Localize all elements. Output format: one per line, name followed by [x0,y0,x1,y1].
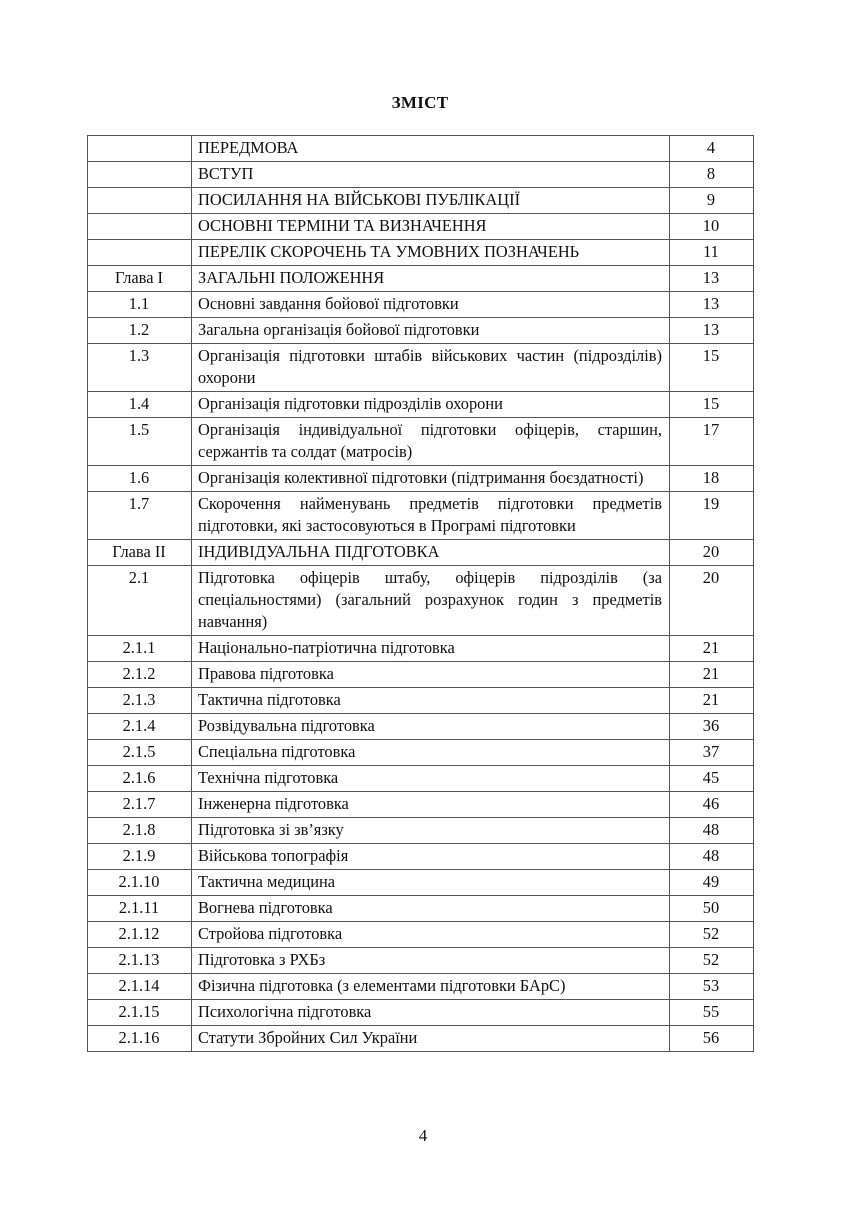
toc-section-title: ІНДИВІДУАЛЬНА ПІДГОТОВКА [192,540,670,566]
toc-page-number: 50 [670,896,754,922]
toc-section-title: Організація підготовки штабів військових частин (підрозділів) охорони [192,344,670,392]
toc-section-title: Розвідувальна підготовка [192,714,670,740]
toc-section-title: Підготовка з РХБз [192,948,670,974]
toc-row [88,540,754,566]
toc-row [88,136,754,162]
toc-row [88,492,754,540]
table-of-contents [87,135,754,1052]
toc-section-number: 1.2 [88,318,192,344]
toc-section-number: 1.3 [88,344,192,392]
toc-page-number: 17 [670,418,754,466]
toc-section-number: 2.1.5 [88,740,192,766]
toc-section-title: Психологічна підготовка [192,1000,670,1026]
toc-section-number: 2.1.6 [88,766,192,792]
toc-page-number: 4 [670,136,754,162]
toc-section-number: 2.1.15 [88,1000,192,1026]
toc-section-number: 2.1.12 [88,922,192,948]
toc-row [88,922,754,948]
toc-page-number: 21 [670,636,754,662]
toc-body [88,136,754,1052]
toc-section-number: 1.1 [88,292,192,318]
page-number: 4 [418,1126,428,1145]
toc-section-number: 1.7 [88,492,192,540]
toc-row [88,714,754,740]
toc-row [88,418,754,466]
toc-page-number: 21 [670,662,754,688]
toc-row [88,662,754,688]
toc-section-title: ОСНОВНІ ТЕРМІНИ ТА ВИЗНАЧЕННЯ [192,214,670,240]
toc-page-number: 8 [670,162,754,188]
toc-section-number: 2.1.2 [88,662,192,688]
toc-section-number [88,162,192,188]
toc-section-number [88,136,192,162]
toc-page-number: 48 [670,818,754,844]
toc-section-number: 2.1.3 [88,688,192,714]
toc-section-number: 2.1.7 [88,792,192,818]
toc-page-number: 53 [670,974,754,1000]
toc-row [88,466,754,492]
toc-section-number: 2.1.1 [88,636,192,662]
toc-page-number: 19 [670,492,754,540]
toc-page-number: 20 [670,540,754,566]
toc-page-number: 10 [670,214,754,240]
toc-section-number: 1.6 [88,466,192,492]
toc-section-title: ПЕРЕЛІК СКОРОЧЕНЬ ТА УМОВНИХ ПОЗНАЧЕНЬ [192,240,670,266]
toc-section-title: Організація індивідуальної підготовки офіцерів, старшин, сержантів та солдат (матросів) [192,418,670,466]
toc-row [88,740,754,766]
toc-page-number: 20 [670,566,754,636]
toc-page-number: 48 [670,844,754,870]
toc-row [88,818,754,844]
toc-row [88,1000,754,1026]
toc-section-number [88,188,192,214]
toc-section-title: Підготовка офіцерів штабу, офіцерів підрозділів (за спеціальностями) (загальний розрахунок годин з предметів навчання) [192,566,670,636]
toc-section-title: Загальна організація бойової підготовки [192,318,670,344]
toc-section-number: 2.1.14 [88,974,192,1000]
toc-section-number: 2.1 [88,566,192,636]
toc-page-number: 36 [670,714,754,740]
toc-section-title: Технічна підготовка [192,766,670,792]
toc-section-number: 1.4 [88,392,192,418]
toc-section-number: 2.1.10 [88,870,192,896]
toc-page-number: 18 [670,466,754,492]
toc-section-title: Підготовка зі зв’язку [192,818,670,844]
toc-row [88,292,754,318]
toc-section-title: Організація колективної підготовки (підтримання боєздатності) [192,466,670,492]
toc-section-title: Військова топографія [192,844,670,870]
toc-section-number: Глава I [88,266,192,292]
toc-section-title: Скорочення найменувань предметів підготовки предметів підготовки, які застосовуються в Програмі підготовки [192,492,670,540]
toc-section-number: 1.5 [88,418,192,466]
toc-section-number: 2.1.4 [88,714,192,740]
toc-page-number: 15 [670,344,754,392]
toc-section-number: 2.1.9 [88,844,192,870]
toc-section-title: Тактична підготовка [192,688,670,714]
toc-row [88,792,754,818]
toc-page-number: 21 [670,688,754,714]
toc-row [88,844,754,870]
toc-page-number: 11 [670,240,754,266]
toc-page-number: 15 [670,392,754,418]
toc-row [88,240,754,266]
toc-row [88,214,754,240]
toc-section-number: 2.1.16 [88,1026,192,1052]
toc-section-title: Правова підготовка [192,662,670,688]
toc-row [88,870,754,896]
toc-section-title: ЗАГАЛЬНІ ПОЛОЖЕННЯ [192,266,670,292]
toc-page-number: 9 [670,188,754,214]
toc-row [88,188,754,214]
toc-section-title: Основні завдання бойової підготовки [192,292,670,318]
toc-section-title: Фізична підготовка (з елементами підготовки БАрС) [192,974,670,1000]
toc-section-title: ПОСИЛАННЯ НА ВІЙСЬКОВІ ПУБЛІКАЦІЇ [192,188,670,214]
toc-section-number [88,214,192,240]
page-title: ЗМІСТ [391,93,449,112]
toc-page-number: 56 [670,1026,754,1052]
toc-section-title: Вогнева підготовка [192,896,670,922]
toc-section-title: Тактична медицина [192,870,670,896]
toc-section-title: Статути Збройних Сил України [192,1026,670,1052]
toc-section-title: ВСТУП [192,162,670,188]
toc-section-number: Глава II [88,540,192,566]
toc-section-title: Інженерна підготовка [192,792,670,818]
toc-page-number: 13 [670,266,754,292]
toc-page-number: 52 [670,948,754,974]
toc-row [88,566,754,636]
toc-page-number: 37 [670,740,754,766]
toc-row [88,1026,754,1052]
toc-row [88,266,754,292]
toc-section-number: 2.1.8 [88,818,192,844]
toc-section-title: Національно-патріотична підготовка [192,636,670,662]
toc-page-number: 13 [670,318,754,344]
toc-section-number [88,240,192,266]
toc-section-title: Організація підготовки підрозділів охорони [192,392,670,418]
toc-row [88,688,754,714]
toc-page-number: 45 [670,766,754,792]
toc-row [88,974,754,1000]
toc-row [88,636,754,662]
toc-row [88,766,754,792]
toc-row [88,948,754,974]
toc-section-title: Спеціальна підготовка [192,740,670,766]
toc-section-title: ПЕРЕДМОВА [192,136,670,162]
toc-section-number: 2.1.11 [88,896,192,922]
toc-section-number: 2.1.13 [88,948,192,974]
toc-row [88,318,754,344]
toc-page-number: 49 [670,870,754,896]
toc-row [88,392,754,418]
toc-page-number: 52 [670,922,754,948]
toc-row [88,162,754,188]
toc-row [88,344,754,392]
toc-page-number: 55 [670,1000,754,1026]
toc-row [88,896,754,922]
toc-page-number: 13 [670,292,754,318]
toc-section-title: Стройова підготовка [192,922,670,948]
toc-page-number: 46 [670,792,754,818]
